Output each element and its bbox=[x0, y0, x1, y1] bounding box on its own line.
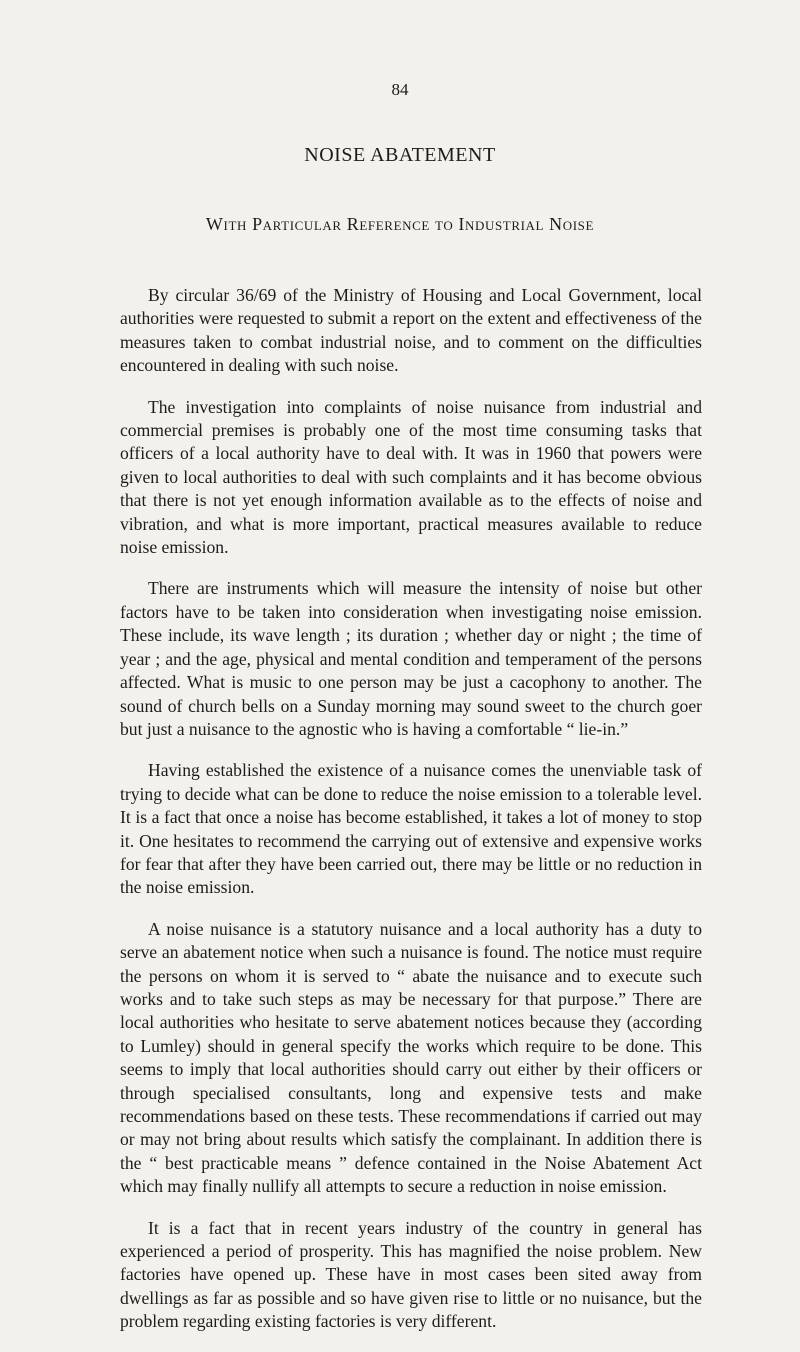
paragraph-3: There are instruments which will measure the intensity of noise but other factors have to be taken into consideration when investigating noise emission. These include, its wave length ; its duration ; whether day or night ; the time of year ; and the age, physical and mental condition and temperament of the persons affected. What is music to one person may be just a cacophony to another. The sound of church bells on a Sunday morning may sound sweet to the church goer but just a nuisance to the agnostic who is having a comfortable “ lie-in.” bbox=[120, 578, 702, 739]
body-text bbox=[120, 284, 702, 1352]
page-number: 84 bbox=[391, 80, 409, 99]
paragraph-4: Having established the existence of a nuisance comes the unenviable task of trying to decide what can be done to reduce the noise emission to a tolerable level. It is a fact that once a noise has become established, it takes a lot of money to stop it. One hesitates to recommend the carrying out of extensive and expensive works for fear that after they have been carried out, there may be little or no reduction in the noise emission. bbox=[120, 760, 702, 898]
page-subtitle: With Particular Reference to Industrial Noise bbox=[205, 214, 595, 234]
paragraph-5: A noise nuisance is a statutory nuisance and a local authority has a duty to serve an abatement notice when such a nuisance is found. The notice must require the persons on whom it is served to “ abate the nuisance and to execute such works and to take such steps as may be necessary for that purpose.” There are local authorities who hesitate to serve abatement notices because they (according to Lumley) should in general specify the works which require to be done. This seems to imply that local authorities should carry out either by their officers or through specialised consultants, long and expensive tests and make recommendations based on these tests. These recommendations if carried out may or may not bring about results which satisfy the complainant. In addition there is the “ best practicable means ” defence contained in the Noise Abatement Act which may finally nullify all attempts to secure a reduction in noise emission. bbox=[120, 918, 702, 1197]
page-title: NOISE ABATEMENT bbox=[304, 144, 496, 166]
paragraph-2: The investigation into complaints of noise nuisance from industrial and commercial premises is probably one of the most time consuming tasks that officers of a local authority have to deal with. It was in 1960 that powers were given to local authorities to deal with such complaints and it has become obvious that there is not yet enough information available as to the effects of noise and vibration, and what is more important, practical measures available to reduce noise emission. bbox=[120, 396, 702, 558]
paragraph-6: It is a fact that in recent years industry of the country in general has experienced a period of prosperity. This has magnified the noise problem. New factories have opened up. These have in most cases been sited away from dwellings as far as possible and so have given rise to little or no nuisance, but the problem regarding existing factories is very different. bbox=[120, 1217, 702, 1332]
paragraph-1: By circular 36/69 of the Ministry of Housing and Local Government, local authorities were requested to submit a report on the extent and effectiveness of the measures taken to combat industrial noise, and to comment on the difficulties encountered in dealing with such noise. bbox=[120, 285, 702, 376]
